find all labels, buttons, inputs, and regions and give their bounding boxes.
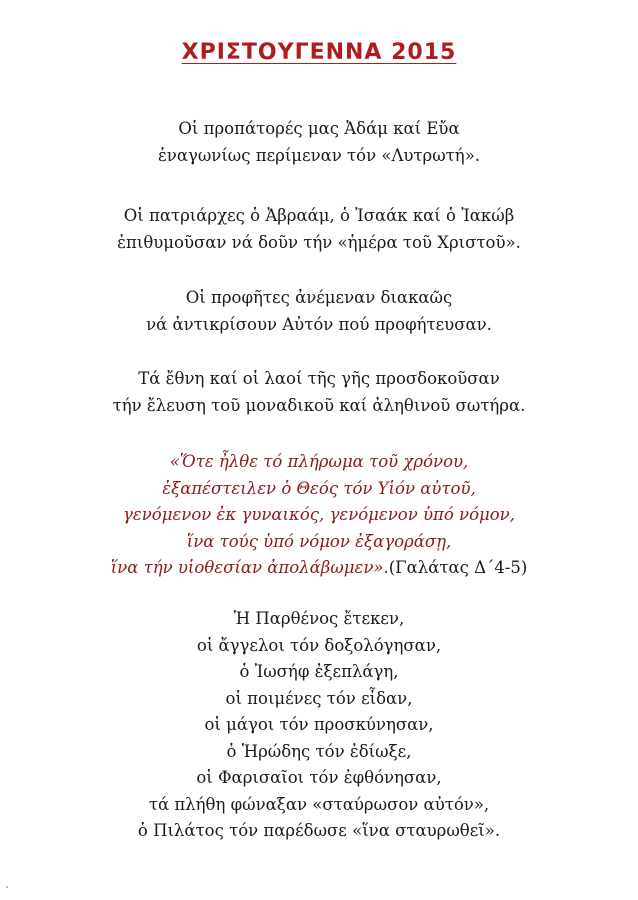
poem-line: νά ἀντικρίσουν Αὐτόν πού προφήτευσαν. bbox=[146, 314, 492, 334]
stanza-ancestors bbox=[0, 116, 638, 169]
quote-line: ἐξαπέστειλεν ὁ Θεός τόν Υἱόν αὐτοῦ, bbox=[162, 478, 476, 498]
poem-line: ὁ Ἡρώδης τόν ἐδίωξε, bbox=[226, 741, 412, 761]
page-mark bbox=[6, 886, 8, 888]
poem-line: οἱ Φαρισαῖοι τόν ἐφθόνησαν, bbox=[196, 768, 442, 787]
quote-line: «Ὅτε ἦλθε τό πλήρωμα τοῦ χρόνου, bbox=[169, 452, 469, 471]
stanza-nativity bbox=[0, 606, 638, 845]
scripture-reference: (Γαλάτας Δ΄4-5) bbox=[388, 558, 528, 577]
page-title: ΧΡΙΣΤΟΥΓΕΝΝΑ 2015 bbox=[181, 40, 457, 65]
poem-line: Οἱ προπάτορές μας Ἀδάμ καί Εὔα bbox=[178, 119, 460, 138]
quote-line: γενόμενον ἐκ γυναικός, γενόμενον ὑπό νόμον, bbox=[123, 505, 515, 524]
poem-line: ἐναγωνίως περίμεναν τόν «Λυτρωτή». bbox=[157, 145, 481, 165]
poem-line: ὁ Πιλάτος τόν παρέδωσε «ἵνα σταυρωθεῖ». bbox=[137, 821, 501, 840]
poem-line: Ἡ Παρθένος ἔτεκεν, bbox=[233, 609, 405, 628]
quote-line: ἵνα τούς ὑπό νόμον ἐξαγοράσῃ, bbox=[186, 531, 452, 551]
poem-line: Οἱ προφῆτες ἀνέμεναν διακαῶς bbox=[185, 288, 453, 307]
poem-line: ἐπιθυμοῦσαν νά δοῦν τήν «ἡμέρα τοῦ Χριστοῦ». bbox=[117, 232, 521, 252]
stanza-nations bbox=[0, 366, 638, 419]
poem-line: τήν ἔλευση τοῦ μοναδικοῦ καί ἀληθινοῦ σωτήρα. bbox=[112, 395, 526, 415]
poem-line: οἱ ἄγγελοι τόν δοξολόγησαν, bbox=[196, 635, 442, 655]
scripture-quote bbox=[0, 449, 638, 582]
stanza-patriarchs bbox=[0, 203, 638, 256]
quote-line: ἵνα τήν υἱοθεσίαν ἀπολάβωμεν». bbox=[110, 558, 389, 577]
poem-line: τά πλήθη φώναξαν «σταύρωσον αὐτόν», bbox=[148, 794, 490, 814]
poem-line: ὁ Ἰωσήφ ἐξεπλάγη, bbox=[239, 662, 399, 681]
poem-line: οἱ μάγοι τόν προσκύνησαν, bbox=[204, 715, 434, 734]
poem-line: Τά ἔθνη καί οἱ λαοί τῆς γῆς προσδοκοῦσαν bbox=[138, 369, 500, 388]
quote-last-line bbox=[0, 555, 638, 582]
poem-line: οἱ ποιμένες τόν εἶδαν, bbox=[225, 688, 413, 708]
poem-line: Οἱ πατριάρχες ὁ Ἀβραάμ, ὁ Ἰσαάκ καί ὁ Ἰακώβ bbox=[123, 206, 515, 225]
stanza-prophets bbox=[0, 285, 638, 338]
